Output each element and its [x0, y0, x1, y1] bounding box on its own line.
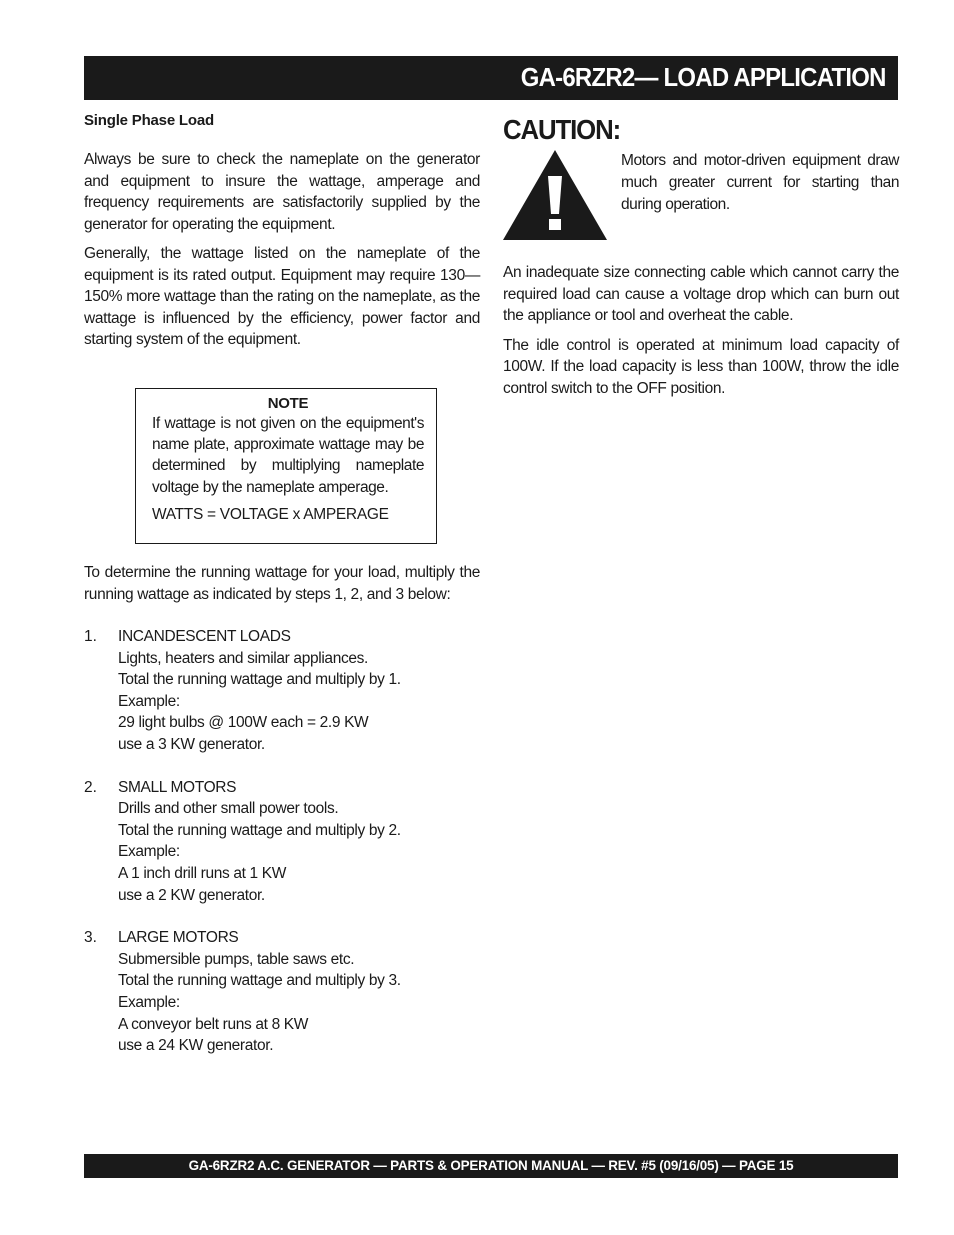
section-title: Single Phase Load [84, 112, 214, 129]
step-line: use a 24 KW generator. [118, 1037, 274, 1055]
step-heading: LARGE MOTORS [118, 929, 239, 947]
note-text: If wattage is not given on the equipment's name plate, approximate wattage may be determined by multiplying nameplate voltage by the nameplate amperage. [152, 415, 424, 496]
step-number: 2. [84, 778, 97, 796]
note-box [135, 388, 437, 544]
paragraph-cable: An inadequate size connecting cable which cannot carry the required load can cause a voltage drop which can burn out the appliance or tool and overheat the cable. [503, 264, 899, 324]
footer-bar [84, 1154, 898, 1178]
caution-heading: CAUTION: [503, 114, 621, 145]
step-heading: SMALL MOTORS [118, 778, 237, 796]
step-item [84, 777, 480, 907]
step-line: Total the running wattage and multiply by 3. [118, 972, 401, 990]
right-column [503, 112, 899, 407]
step-line: A conveyor belt runs at 8 KW [118, 1015, 309, 1033]
left-column [84, 112, 480, 359]
step-line: Example: [118, 993, 180, 1011]
step-line: Total the running wattage and multiply by 2. [118, 821, 401, 839]
exclamation-triangle-icon [503, 150, 607, 240]
header-bar [84, 56, 898, 100]
step-line: Example: [118, 692, 180, 710]
step-line: Total the running wattage and multiply by 1. [118, 671, 401, 689]
paragraph-idle-control: The idle control is operated at minimum load capacity of 100W. If the load capacity is less than 100W, throw the idle control switch to the OFF position. [503, 336, 899, 397]
step-item [84, 626, 480, 756]
step-line: Example: [118, 843, 180, 861]
step-list [84, 626, 480, 1078]
caution-block [503, 150, 899, 240]
step-item [84, 927, 480, 1057]
step-line: Drills and other small power tools. [118, 800, 339, 818]
step-number: 1. [84, 628, 97, 645]
step-line: use a 2 KW generator. [118, 886, 265, 904]
note-formula: WATTS = VOLTAGE x AMPERAGE [152, 505, 389, 523]
step-line: use a 3 KW generator. [118, 735, 265, 753]
step-line: 29 light bulbs @ 100W each = 2.9 KW [118, 714, 369, 732]
step-line: Submersible pumps, table saws etc. [118, 950, 355, 968]
paragraph-rated-output: Generally, the wattage listed on the nameplate of the equipment is its rated output. Equipment may require 130—150% more wattage than the rating on the nameplate, as the wattage is influenced by the efficiency, power factor and starting system of the equipment. [84, 245, 480, 348]
step-line: Lights, heaters and similar appliances. [118, 649, 368, 667]
step-line: A 1 inch drill runs at 1 KW [118, 864, 287, 882]
steps-intro: To determine the running wattage for your load, multiply the running wattage as indicated by steps 1, 2, and 3 below: [84, 564, 480, 603]
caution-text: Motors and motor-driven equipment draw much greater current for starting than during operation. [621, 152, 899, 213]
page-title: GA-6RZR2— LOAD APPLICATION [521, 62, 886, 92]
note-title: NOTE [267, 395, 309, 412]
step-heading: INCANDESCENT LOADS [118, 628, 291, 645]
step-number: 3. [84, 929, 97, 947]
footer-text: GA-6RZR2 A.C. GENERATOR — PARTS & OPERATION MANUAL — REV. #5 (09/16/05) — PAGE 15 [188, 1157, 794, 1173]
steps-intro-block [84, 562, 480, 613]
paragraph-nameplate: Always be sure to check the nameplate on the generator and equipment to insure the wattage, amperage and frequency requirements are satisfactorily supplied by the generator for operating the equipment. [84, 151, 480, 233]
